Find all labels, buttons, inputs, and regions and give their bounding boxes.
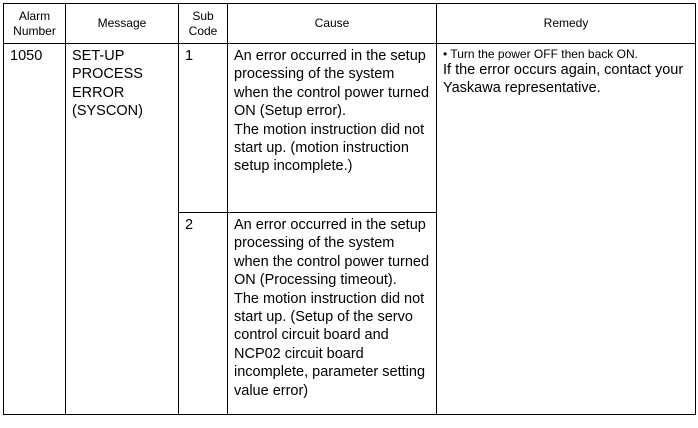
alarm-number-cell: 1050 xyxy=(4,44,66,415)
alarm-table xyxy=(3,3,696,415)
remedy-bullet: • Turn the power OFF then back ON. xyxy=(443,47,638,61)
header-remedy: Remedy xyxy=(437,4,696,44)
header-sub-code-label: Sub Code xyxy=(188,8,218,38)
sub-code-cell: 1 xyxy=(179,44,228,213)
header-row xyxy=(4,4,696,44)
remedy-cell xyxy=(437,44,696,415)
cause-cell: An error occurred in the setup processing of the system when the control power turned ON (Processing timeout). The motion instruction did not start up. (Setup of the servo control circuit board and NCP02 circuit board incomplete, parameter setting value error) xyxy=(228,213,437,415)
message-cell: SET-UP PROCESS ERROR (SYSCON) xyxy=(66,44,179,415)
sub-code-cell: 2 xyxy=(179,213,228,415)
header-alarm-number xyxy=(4,4,66,44)
header-alarm-label: Alarm Number xyxy=(13,8,56,38)
header-message: Message xyxy=(66,4,179,44)
header-cause: Cause xyxy=(228,4,437,44)
cause-cell: An error occurred in the setup processing of the system when the control power turned ON (Setup error). The motion instruction did not start up. (motion instruction setup incomplete.) xyxy=(228,44,437,213)
header-sub-code xyxy=(179,4,228,44)
remedy-text: If the error occurs again, contact your Yaskawa representative. xyxy=(443,62,684,97)
table-row xyxy=(4,44,696,213)
